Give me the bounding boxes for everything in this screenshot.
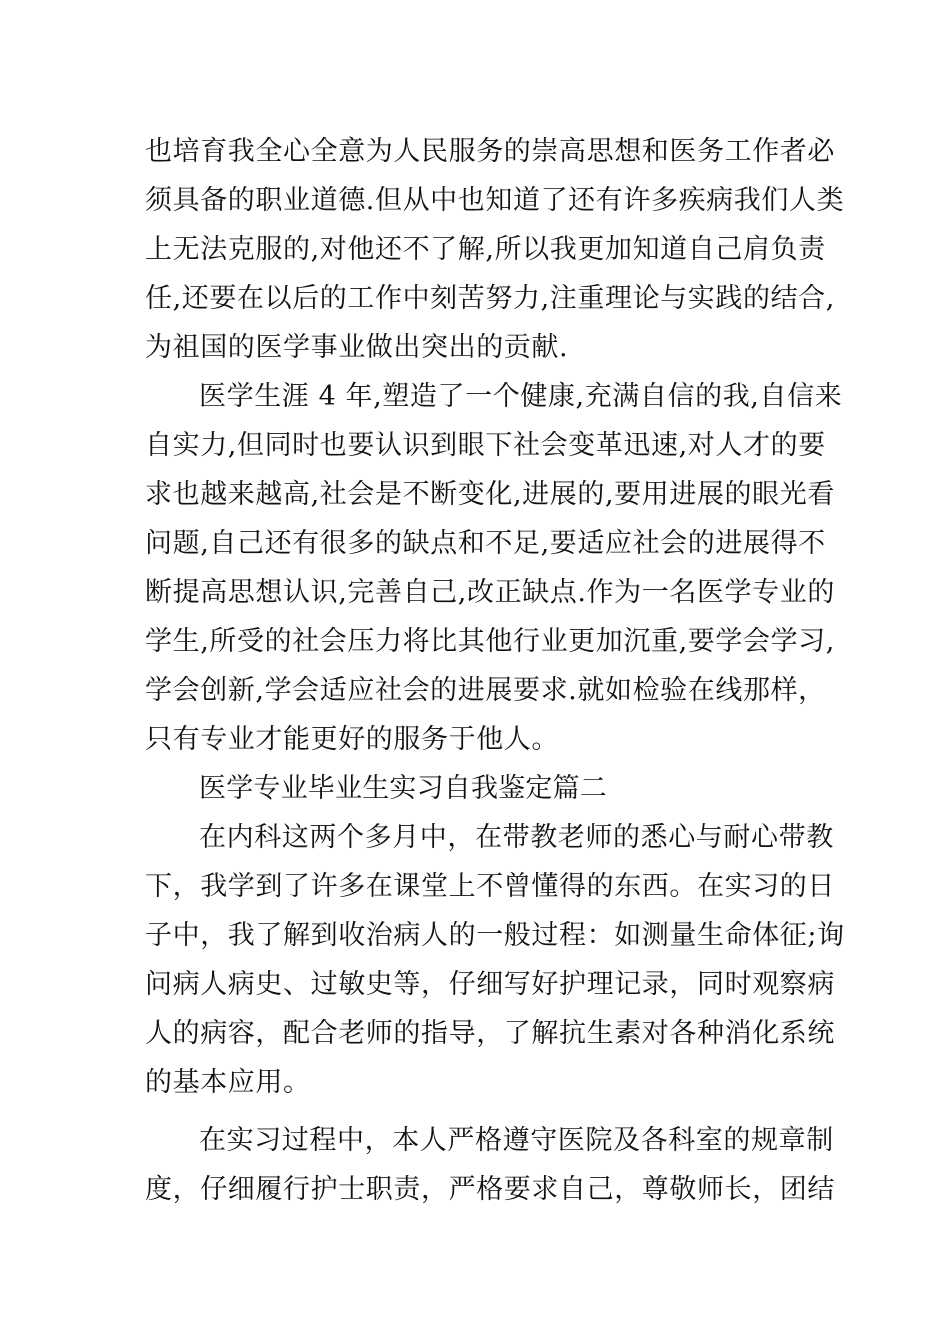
text-line: 须具备的职业道德.但从中也知道了还有许多疾病我们人类 <box>145 185 845 216</box>
text-line: 上无法克服的,对他还不了解,所以我更加知道自己肩负责 <box>145 234 826 265</box>
text-line: 学生,所受的社会压力将比其他行业更加沉重,要学会学习, <box>145 626 835 657</box>
text-line: 度，仔细履行护士职责，严格要求自己，尊敬师长，团结 <box>145 1174 835 1205</box>
paragraph-first-line: 在内科这两个多月中，在带教老师的悉心与耐心带教 <box>199 822 834 853</box>
text-line: 问题,自己还有很多的缺点和不足,要适应社会的进展得不 <box>145 528 826 559</box>
paragraph-first-line: 在实习过程中，本人严格遵守医院及各科室的规章制 <box>199 1125 834 1156</box>
text-line: 求也越来越高,社会是不断变化,进展的,要用进展的眼光看 <box>145 479 835 510</box>
paragraph-first-line: 医学生涯 4 年,塑造了一个健康,充满自信的我,自信来 <box>199 381 843 412</box>
text-line: 任,还要在以后的工作中刻苦努力,注重理论与实践的结合, <box>145 283 835 314</box>
text-line: 的基本应用。 <box>145 1067 311 1098</box>
text-line: 学会创新,学会适应社会的进展要求.就如检验在线那样， <box>145 675 826 706</box>
text-line: 自实力,但同时也要认识到眼下社会变革迅速,对人才的要 <box>145 430 826 461</box>
text-line: 问病人病史、过敏史等，仔细写好护理记录，同时观察病 <box>145 969 835 1000</box>
text-line: 人的病容，配合老师的指导，了解抗生素对各种消化系统 <box>145 1018 835 1049</box>
section-heading: 医学专业毕业生实习自我鉴定篇二 <box>199 773 607 804</box>
text-line: 只有专业才能更好的服务于他人。 <box>145 724 559 755</box>
text-line: 子中，我了解到收治病人的一般过程：如测量生命体征;询 <box>145 920 845 951</box>
text-line: 也培育我全心全意为人民服务的崇高思想和医务工作者必 <box>145 136 835 167</box>
text-line: 为祖国的医学事业做出突出的贡献. <box>145 332 569 363</box>
text-line: 断提高思想认识,完善自己,改正缺点.作为一名医学专业的 <box>145 577 835 608</box>
text-line: 下，我学到了许多在课堂上不曾懂得的东西。在实习的日 <box>145 871 835 902</box>
